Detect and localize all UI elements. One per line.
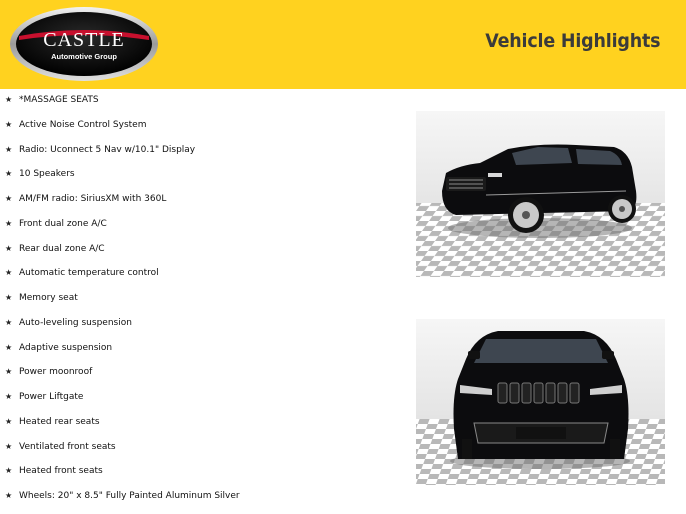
feature-item <box>0 113 400 137</box>
star-icon: ★ <box>5 194 13 203</box>
star-icon: ★ <box>5 491 13 500</box>
star-icon: ★ <box>5 119 13 129</box>
star-icon: ★ <box>5 95 13 104</box>
star-icon: ★ <box>5 317 13 327</box>
feature-label: Adaptive suspension <box>19 342 113 353</box>
feature-item <box>0 162 400 186</box>
feature-label: Radio: Uconnect 5 Nav w/10.1" Display <box>19 144 196 155</box>
feature-item <box>0 261 400 285</box>
feature-label: Automatic temperature control <box>19 268 159 279</box>
feature-item <box>0 385 400 409</box>
header-banner <box>0 0 686 89</box>
logo-wordmark: CASTLE <box>43 29 125 51</box>
feature-item <box>0 237 400 261</box>
star-icon: ★ <box>5 169 13 179</box>
star-icon: ★ <box>5 416 13 426</box>
castle-logo <box>9 6 159 82</box>
feature-label: Wheels: 20" x 8.5" Fully Painted Aluminum Silver <box>19 491 240 501</box>
feature-label: 10 Speakers <box>19 169 75 180</box>
feature-item <box>0 484 400 508</box>
star-icon: ★ <box>5 367 13 377</box>
feature-label: Power moonroof <box>19 367 93 378</box>
logo-subtext: Automotive Group <box>51 52 117 61</box>
feature-label: *MASSAGE SEATS <box>19 95 99 105</box>
feature-label: AM/FM radio: SiriusXM with 360L <box>19 194 167 204</box>
feature-item <box>0 187 400 211</box>
star-icon: ★ <box>5 144 13 154</box>
feature-label: Auto-leveling suspension <box>19 317 132 328</box>
feature-label: Active Noise Control System <box>19 119 147 130</box>
feature-label: Heated rear seats <box>19 416 100 427</box>
feature-label: Power Liftgate <box>19 392 84 402</box>
star-icon: ★ <box>5 268 13 278</box>
feature-label: Heated front seats <box>19 466 103 477</box>
star-icon: ★ <box>5 342 13 352</box>
star-icon: ★ <box>5 392 13 401</box>
feature-label: Ventilated front seats <box>19 441 116 452</box>
star-icon: ★ <box>5 466 13 476</box>
star-icon: ★ <box>5 243 13 253</box>
feature-label: Front dual zone A/C <box>19 218 107 229</box>
feature-item <box>0 88 400 112</box>
star-icon: ★ <box>5 218 13 228</box>
feature-item <box>0 138 400 162</box>
vehicle-photo-front <box>416 319 665 485</box>
feature-item <box>0 212 400 236</box>
feature-item <box>0 459 400 483</box>
feature-item <box>0 311 400 335</box>
page-title: Vehicle Highlights <box>484 30 660 52</box>
feature-item <box>0 336 400 360</box>
vehicle-photo-side <box>416 111 665 277</box>
feature-item <box>0 286 400 310</box>
feature-item <box>0 410 400 434</box>
feature-label: Rear dual zone A/C <box>19 243 105 254</box>
star-icon: ★ <box>5 441 13 451</box>
feature-label: Memory seat <box>19 293 78 303</box>
star-icon: ★ <box>5 293 13 302</box>
feature-item <box>0 360 400 384</box>
feature-item <box>0 435 400 459</box>
